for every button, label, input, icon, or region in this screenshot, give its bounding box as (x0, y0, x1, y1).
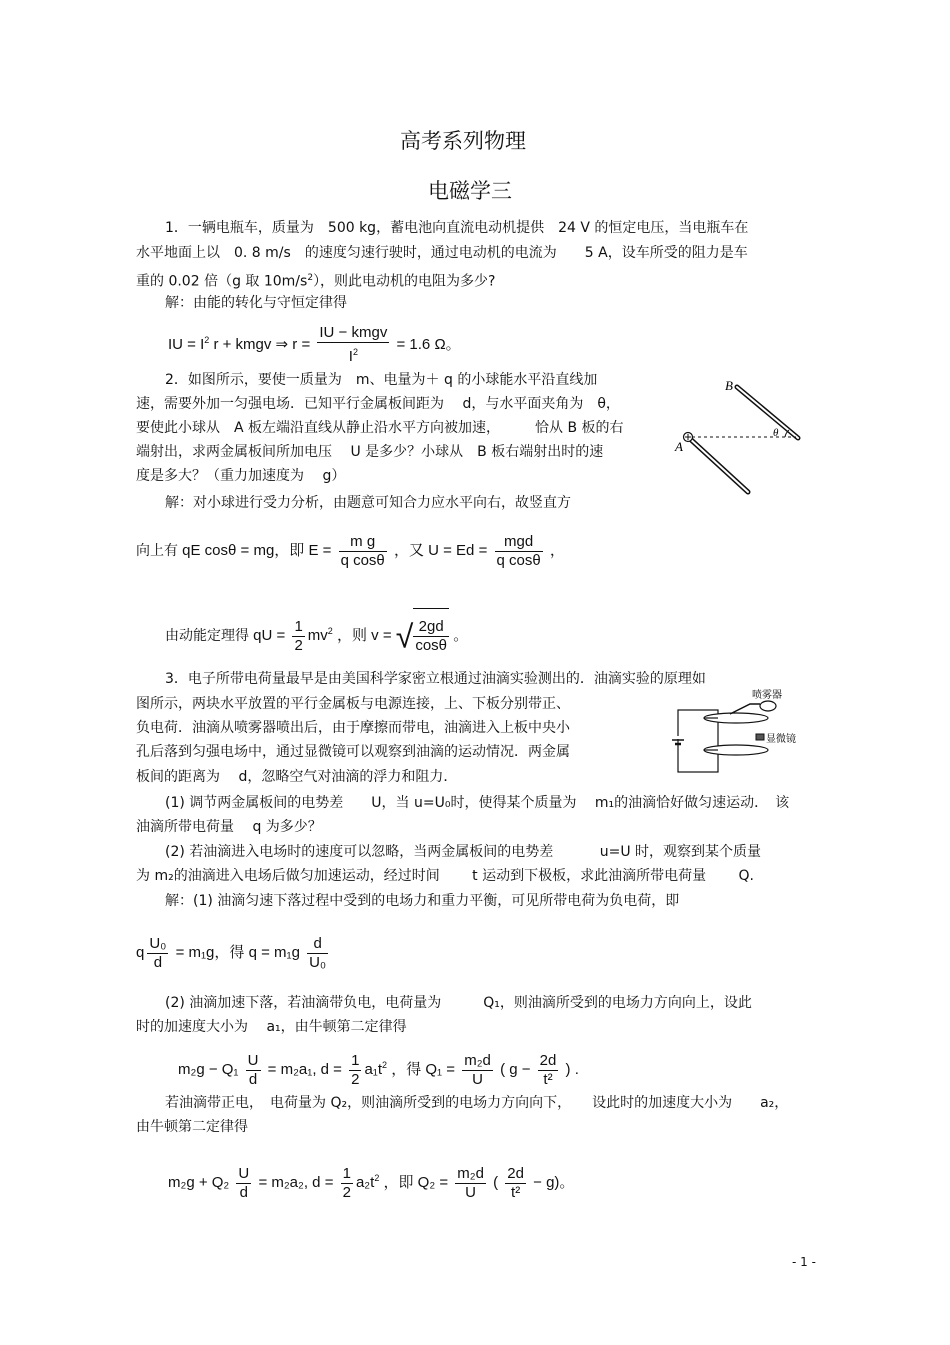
q2-eq2-sqrt (396, 608, 449, 665)
q1-eq-a: IU = I (168, 336, 205, 353)
q1-line-3-a: 重的 0.02 倍（g 取 10m/s (136, 273, 308, 290)
q3-eq2-num-2: 1 (351, 1051, 360, 1069)
q3-eq1-frac-2 (307, 935, 328, 972)
q3-line-1: 3．电子所带电荷量最早是由美国科学家密立根通过油滴实验测出的．油滴实验的原理如 (165, 671, 706, 687)
q3-eq3-num-4: 2d (507, 1164, 524, 1182)
page-subtitle: 电磁学三 (428, 179, 512, 203)
q3-eq2-frac-3 (462, 1052, 493, 1089)
q2-eq2-b: mv (307, 627, 328, 644)
q3-eq3-den-2: 2 (342, 1183, 351, 1201)
q2-eq1-num-1: m g (339, 533, 387, 552)
page-number: - 1 - (792, 1255, 816, 1269)
q2-eq2-pre: 由动能定理得 (165, 628, 249, 644)
sprayer-bulb (760, 701, 776, 711)
q3-eq1-q: q (136, 944, 145, 961)
q2-eq2-num: 1 (294, 617, 303, 635)
q3-eq3-den-4: t² (511, 1183, 521, 1201)
fig-label-b: B (725, 378, 733, 393)
q3-eq2-g: ) . (565, 1061, 579, 1078)
page-title: 高考系列物理 (400, 129, 526, 153)
q3-eq2-frac-1 (246, 1052, 261, 1089)
q2-eq2-frac (292, 618, 304, 655)
sqrt-sign-icon: √ (395, 618, 414, 655)
plate-a-inner (688, 437, 748, 492)
q1-line-1: 1．一辆电瓶车，质量为 500 kg，蓄电池向直流电动机提供 24 V 的恒定电压，当电瓶车在 (165, 220, 749, 236)
fig-label-microscope: 显微镜 (766, 734, 796, 745)
q3-solution-2-b: 时的加速度大小为 a₁，由牛顿第二定律得 (136, 1019, 407, 1035)
q3-eq1-frac-1 (147, 935, 168, 972)
q3-solution-3-b: 由牛顿第二定律得 (136, 1119, 248, 1135)
q3-eq3-a: m₂g + Q₂ (168, 1174, 230, 1191)
q2-line-2: 速，需要外加一匀强电场．已知平行金属板间距为 d，与水平面夹角为 θ， (136, 396, 620, 412)
q1-eq-den-sup: 2 (352, 347, 358, 358)
q3-part-2-a: (2) 若油滴进入电场时的速度可以忽略，当两金属板间的电势差 u=U 时，观察到某个质量 (165, 844, 762, 860)
q3-eq3-den-1: d (239, 1183, 249, 1201)
q2-eq2-rad-den: cosθ (415, 637, 448, 655)
q2-line-4: 端射出，求两金属板间所加电压 U 是多少？小球从 B 板右端射出时的速 (136, 444, 604, 460)
q1-solution-intro: 解：由能的转化与守恒定律得 (165, 295, 347, 311)
q1-eq-a-sup: 2 (204, 335, 210, 345)
q3-eq2-c: a₁t (364, 1061, 383, 1078)
q3-line-3: 负电荷．油滴从喷雾器喷出后，由于摩擦而带电，油滴进入上板中央小 (136, 720, 570, 736)
q3-eq2-a: m₂g − Q₁ (178, 1061, 239, 1078)
q2-eq1-num-2: mgd (495, 533, 543, 552)
q3-eq2-den-4: t² (543, 1070, 553, 1088)
q2-eq2-end: 。 (453, 627, 469, 644)
q3-eq2-den-3: U (472, 1070, 483, 1088)
q3-eq2-b: = m₂a₁, d = (267, 1061, 342, 1078)
q3-eq2-frac-2 (349, 1052, 361, 1089)
q3-millikan-figure (668, 690, 818, 780)
q3-equation-1 (136, 928, 331, 978)
q2-line-3: 要使此小球从 A 板左端沿直线从静止沿水平方向被加速， 恰从 B 板的右 (136, 420, 624, 436)
q3-part-1-b: 油滴所带电荷量 q 为多少？ (136, 819, 322, 835)
q2-eq1-pre: 向上有 (136, 543, 178, 559)
q1-eq-b: r + kmgv ⇒ r = (213, 336, 311, 353)
q2-eq1-frac-2 (495, 533, 543, 570)
q1-equation (168, 318, 461, 367)
q2-line-5: 度是多大？（重力加速度为 g） (136, 468, 346, 484)
q3-eq1-den-2: U₀ (309, 953, 327, 971)
q3-part-1-a: (1) 调节两金属板间的电势差 U，当 u=U₀时，使得某个质量为 m₁的油滴恰好做匀速运动． 该 (165, 795, 790, 811)
q2-eq2-sup: 2 (327, 626, 333, 636)
q2-plates-figure (670, 375, 805, 505)
q2-eq1-a: qE cosθ = mg，即 E = (182, 542, 332, 559)
q3-eq2-f: ( g − (500, 1061, 531, 1078)
q1-line-3 (136, 268, 496, 292)
q3-eq1-num-2: d (307, 935, 328, 954)
q3-eq3-frac-3 (455, 1165, 486, 1202)
q3-equation-3 (168, 1153, 574, 1208)
q3-eq2-num-1: U (247, 1051, 259, 1069)
q3-eq2-num-3: m₂d (464, 1051, 491, 1069)
fig-label-sprayer: 喷雾器 (752, 690, 782, 701)
q1-eq-denominator (317, 343, 389, 366)
q1-eq-den-i: I (348, 348, 353, 366)
q3-eq2-frac-4 (538, 1052, 559, 1089)
q3-line-2: 图所示，两块水平放置的平行金属板与电源连接，上、下板分别带正、 (136, 696, 570, 712)
q2-eq2-a: qU = (253, 627, 286, 644)
fig-label-theta: θ (773, 427, 779, 439)
q3-eq3-g: − g)。 (533, 1174, 575, 1191)
q3-eq2-den-2: 2 (351, 1070, 360, 1088)
q2-eq2-c: ，则 v = (336, 627, 392, 644)
microscope-body (756, 734, 764, 740)
q3-eq3-num-3: m₂d (457, 1164, 484, 1182)
q2-eq1-frac-1 (339, 533, 387, 570)
q3-eq2-num-4: 2d (539, 1051, 557, 1069)
q3-eq3-num-2: 1 (342, 1164, 351, 1182)
q1-eq-fraction (317, 324, 389, 366)
q3-eq1-num-1: U₀ (149, 934, 167, 952)
q1-eq-numerator: IU − kmgv (319, 324, 388, 342)
q3-eq1-a: = m₁g，得 q = m₁g (175, 944, 300, 961)
fig-label-a: A (675, 439, 683, 454)
q3-equation-2 (178, 1040, 579, 1095)
q3-line-4: 孔后落到匀强电场中，通过显微镜可以观察到油滴的运动情况．两金属 (136, 744, 570, 760)
q2-eq2-den: 2 (294, 636, 303, 654)
q3-solution-1: 解：(1) 油滴匀速下落过程中受到的电场力和重力平衡，可见所带电荷为负电荷，即 (165, 893, 680, 909)
q3-eq1-den-1: d (153, 953, 163, 971)
q3-eq3-num-1: U (238, 1164, 250, 1182)
q2-eq2-radicand (413, 608, 449, 665)
q2-equation-1 (136, 526, 565, 576)
q3-eq3-den-3: U (465, 1183, 477, 1201)
q3-part-2-b: 为 m₂的油滴进入电场后做匀加速运动，经过时间 t 运动到下极板，求此油滴所带电荷量 Q. (136, 868, 755, 884)
q2-line-1: 2．如图所示，要使一质量为 m、电量为＋ q 的小球能水平沿直线加 (165, 372, 598, 388)
q1-line-3-b: ），则此电动机的电阻为多少? (313, 273, 496, 290)
q3-eq2-sup: 2 (382, 1060, 388, 1070)
q3-line-5: 板间的距离为 d，忽略空气对油滴的浮力和阻力． (136, 769, 458, 785)
q2-eq1-den-1: q cosθ (340, 551, 385, 569)
q2-equation-2 (165, 603, 468, 665)
battery-gap (676, 736, 680, 739)
q3-solution-3-a: 若油滴带正电， 电荷量为 Q₂，则油滴所受到的电场力方向向下， 设此时的加速度大小为 a₂， (165, 1095, 789, 1111)
q3-eq3-sup: 2 (374, 1173, 380, 1183)
q1-line-3-sup: 2 (307, 273, 314, 283)
q3-eq3-c: a₂t (355, 1174, 375, 1191)
q1-eq-c: = 1.6 Ω。 (396, 336, 461, 353)
q2-eq2-rad-num: 2gd (413, 618, 449, 637)
q3-solution-2-a: (2) 油滴加速下落，若油滴带负电，电荷量为 Q₁，则油滴所受到的电场力方向向上，设此 (165, 995, 752, 1011)
q3-eq3-frac-1 (236, 1165, 251, 1202)
q2-eq1-b: ，又 U = Ed = (393, 542, 488, 559)
q3-eq3-f: ( (493, 1174, 499, 1191)
q3-eq2-e: ，得 Q₁ = (391, 1061, 456, 1078)
q3-eq3-e: ，即 Q₂ = (383, 1174, 449, 1191)
q2-eq1-c: ， (549, 542, 565, 559)
q2-eq1-den-2: q cosθ (496, 551, 541, 569)
q2-solution-intro: 解：对小球进行受力分析，由题意可知合力应水平向右，故竖直方 (165, 495, 571, 511)
q3-eq2-den-1: d (248, 1070, 258, 1088)
q3-eq3-frac-2 (341, 1165, 353, 1202)
q3-eq3-b: = m₂a₂, d = (258, 1174, 334, 1191)
q1-line-2: 水平地面上以 0. 8 m/s 的速度匀速行驶时，通过电动机的电流为 5 A，设车所受的阻力是车 (136, 245, 748, 261)
q3-eq3-frac-4 (505, 1165, 526, 1202)
sprayer-nozzle (730, 704, 760, 714)
